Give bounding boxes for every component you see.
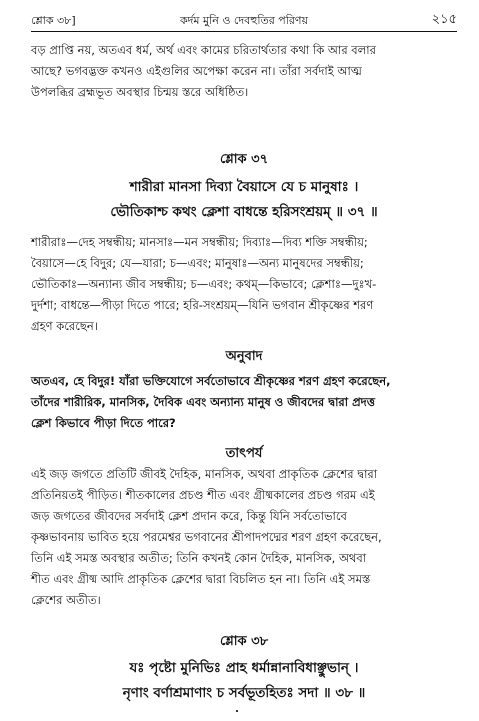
print-speck (236, 710, 238, 712)
intro-paragraph (31, 40, 457, 103)
text-line: প্রতিনিয়তই পীড়িত। শীতকালের প্রচণ্ড শীত এবং গ্রীষ্মকালের প্রচণ্ড গরম এই (31, 488, 375, 502)
header-verse-reference: শ্লোক ৩৮] (31, 14, 76, 27)
verse-38-title: শ্লোক ৩৮ (219, 634, 269, 649)
text-line: ক্লেশ কিভাবে পীড়া দিতে পারে? (31, 416, 176, 430)
running-header (31, 10, 457, 28)
text-line: জড় জগতের জীবদের সর্বদাই ক্লেশ প্রদান করে, কিন্তু যিনি সর্বতোভাবে (31, 509, 347, 523)
text-line: তিনি এই সমস্ত অবস্থার অতীত; তিনি কখনই কোন দৈহিক, মানসিক, অথবা (31, 551, 367, 565)
text-line: বড় প্রাপ্তি নয়, অতএব ধর্ম, অর্থ এবং কামের চরিতার্থতার কথা কি আর বলার (31, 43, 376, 57)
verse-37-line-1: শারীরা মানসা দিব্যা বৈয়াসে যে চ মানুষাঃ । (129, 179, 359, 195)
verse-38-line-1: যঃ পৃষ্টো মুনিভিঃ প্রাহ ধর্মান্নানাবিধাঞ্ছুভান্ । (129, 660, 359, 676)
text-line: ক্লেশের অতীত। (31, 593, 101, 607)
text-line: এই জড় জগতে প্রতিটি জীবই দৈহিক, মানসিক, অথবা প্রাকৃতিক ক্লেশের দ্বারা (31, 467, 378, 481)
verse-37-line-2: ভৌতিকাশ্চ কথং ক্লেশা বাধন্তে হরিসংশ্রয়ম্ ॥ ৩৭ ॥ (110, 204, 378, 220)
text-line: কৃষ্ণভাবনায় ভাবিত হয়ে পরমেশ্বর ভগবানের শ্রীপাদপদ্মের শরণ গ্রহণ করেছেন, (31, 530, 382, 544)
header-rule (31, 31, 457, 32)
verse-37-title: শ্লোক ৩৭ (219, 152, 269, 167)
header-chapter-title: কর্দম মুনি ও দেবহুতির পরিণয় (179, 14, 309, 27)
text-line: শারীরাঃ—দেহ সম্বন্ধীয়; মানসাঃ—মন সম্বন্ধীয়; দিব্যাঃ—দিব্য শক্তি সম্বন্ধীয়; (31, 235, 368, 249)
text-line: গ্রহণ করেছেন। (31, 319, 98, 333)
verse-37-synonyms (31, 232, 457, 337)
text-line: তাঁদের শারীরিক, মানসিক, দৈবিক এবং অন্যান্য মানুষ ও জীবদের দ্বারা প্রদত্ত (31, 395, 375, 409)
text-line: বৈয়াসে—হে বিদুর; যে—যারা; চ—এবং; মানুষাঃ—অন্য মানুষদের সম্বন্ধীয়; (31, 256, 364, 270)
purport-heading: তাৎপর্য (225, 446, 263, 461)
text-line: ভৌতিকাঃ—অন্যান্য জীব সম্বন্ধীয়; চ—এবং; কথম্—কিভাবে; ক্লেশাঃ—দুঃখ- (31, 277, 377, 291)
text-line: দুর্দশা; বাধন্তে—পীড়া দিতে পারে; হরি-সংশ্রয়ম্—যিনি ভগবান শ্রীকৃষ্ণের শরণ (31, 298, 374, 312)
page-number: ২১৫ (431, 12, 457, 27)
text-line: শীত এবং গ্রীষ্ম আদি প্রাকৃতিক ক্লেশের দ্বারা বিচলিত হন না। তিনি এই সমস্ত (31, 572, 371, 586)
text-line: উপলব্ধির ব্রহ্মভূত অবস্থার চিন্ময় স্তরে অধিষ্ঠিত। (31, 85, 249, 99)
verse-37-translation (31, 371, 457, 434)
text-line: অতএব, হে বিদুর! যাঁরা ভক্তিযোগে সর্বতোভাবে শ্রীকৃষ্ণের শরণ গ্রহণ করেছেন, (31, 374, 391, 388)
verse-38-line-2: নৃণাং বর্ণাশ্রমাণাং চ সর্বভূতহিতঃ সদা ॥ ৩৮ ॥ (122, 685, 366, 701)
verse-37-purport (31, 464, 457, 611)
text-line: আছে? ভগবদ্ভক্ত কখনও এইগুলির অপেক্ষা করেন না। তাঁরা সর্বদাই আত্ম (31, 64, 362, 78)
translation-heading: অনুবাদ (225, 349, 263, 364)
